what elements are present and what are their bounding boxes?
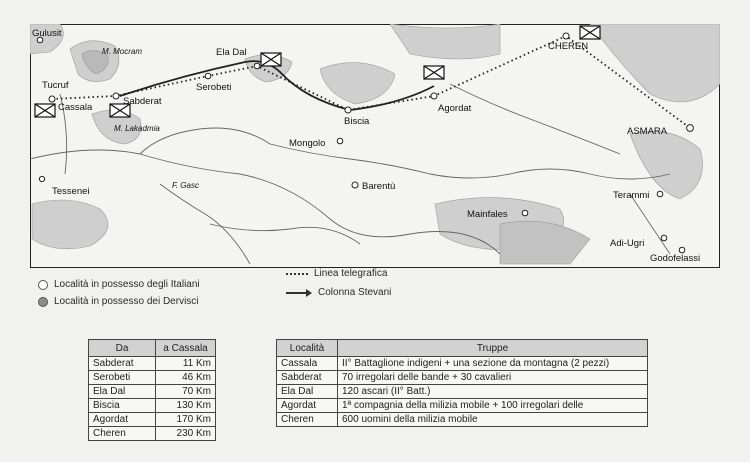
label-tessenei: Tessenei <box>52 186 90 197</box>
legend-stevani <box>286 287 391 298</box>
label-gulusit: Gulusit <box>32 28 62 39</box>
locality-cell: Ela Dal <box>277 385 338 399</box>
label-terammi: Terammi <box>613 190 650 201</box>
label-m-lakadmia: M. Lakadmia <box>114 124 160 133</box>
label-cheren: CHEREN <box>548 41 589 52</box>
locality-cell: Cheren <box>277 413 338 427</box>
troops-cell: 70 irregolari delle bande + 30 cavalieri <box>338 371 648 385</box>
troops-table-header <box>277 340 648 357</box>
label-ela-dal: Ela Dal <box>216 47 247 58</box>
dervish-town-marker-icon <box>38 297 48 307</box>
locality-cell: Agordat <box>277 399 338 413</box>
place-cell: Agordat <box>89 413 156 427</box>
table-row <box>277 399 648 413</box>
label-mongolo: Mongolo <box>289 138 326 149</box>
label-adi-ugri: Adi-Ugri <box>610 238 645 249</box>
legend-dervishes-label: Località in possesso dei Dervisci <box>54 296 199 307</box>
header-locality: Località <box>277 340 338 357</box>
table-row <box>277 413 648 427</box>
table-row <box>89 399 216 413</box>
label-m-mocram: M. Mocram <box>102 47 142 56</box>
troops-cell: 120 ascari (II° Batt.) <box>338 385 648 399</box>
table-row <box>89 413 216 427</box>
legend-telegraph-label: Linea telegrafica <box>314 268 388 279</box>
legend-dervishes <box>38 296 199 307</box>
table-row <box>89 385 216 399</box>
label-tucruf: Tucruf <box>42 80 69 91</box>
troops-cell: 600 uomini della milizia mobile <box>338 413 648 427</box>
label-serobeti: Serobeti <box>196 82 232 93</box>
fort-icon-ela-dal <box>261 53 281 66</box>
header-from: Da <box>89 340 156 357</box>
troops-cell: II° Battaglione indigeni + una sezione da montagna (2 pezzi) <box>338 357 648 371</box>
place-cell: Biscia <box>89 399 156 413</box>
table-row <box>89 371 216 385</box>
italian-town-marker-icon <box>38 280 48 290</box>
troops-cell: 1ª compagnia della milizia mobile + 100 irregolari delle <box>338 399 648 413</box>
fort-icon-cheren <box>580 26 600 39</box>
dotted-line-icon <box>286 273 308 275</box>
legend-italians <box>38 279 200 290</box>
fort-icon-agordat <box>424 66 444 79</box>
locality-cell: Cassala <box>277 357 338 371</box>
arrow-line-icon <box>286 292 308 294</box>
place-cell: Ela Dal <box>89 385 156 399</box>
label-mainfales: Mainfales <box>467 209 508 220</box>
label-asmara: ASMARA <box>627 126 668 137</box>
distance-cell: 70 Km <box>156 385 216 399</box>
table-row <box>89 427 216 441</box>
header-troops: Truppe <box>338 340 648 357</box>
place-cell: Sabderat <box>89 357 156 371</box>
distance-cell: 230 Km <box>156 427 216 441</box>
label-godofelassi: Godofelassi <box>650 253 701 264</box>
label-biscia: Biscia <box>344 116 370 127</box>
table-row <box>277 357 648 371</box>
distance-cell: 11 Km <box>156 357 216 371</box>
fort-icon-cassala <box>35 104 55 117</box>
troops-table <box>276 339 648 427</box>
label-sabderat: Sabderat <box>123 96 162 107</box>
table-row <box>277 371 648 385</box>
place-cell: Serobeti <box>89 371 156 385</box>
legend-stevani-label: Colonna Stevani <box>318 287 392 298</box>
distance-table <box>88 339 216 441</box>
header-to-cassala: a Cassala <box>156 340 216 357</box>
legend-italians-label: Località in possesso degli Italiani <box>54 279 200 290</box>
legend-telegraph <box>286 268 387 279</box>
table-row <box>277 385 648 399</box>
place-cell: Cheren <box>89 427 156 441</box>
table-row <box>89 357 216 371</box>
map-panel <box>30 24 720 268</box>
distance-table-header <box>89 340 216 357</box>
distance-cell: 170 Km <box>156 413 216 427</box>
distance-cell: 130 Km <box>156 399 216 413</box>
label-agordat: Agordat <box>438 103 472 114</box>
label-f-gasc: F. Gasc <box>172 181 199 190</box>
distance-cell: 46 Km <box>156 371 216 385</box>
label-barentu: Barentù <box>362 181 396 192</box>
label-cassala: Cassala <box>58 102 93 113</box>
locality-cell: Sabderat <box>277 371 338 385</box>
